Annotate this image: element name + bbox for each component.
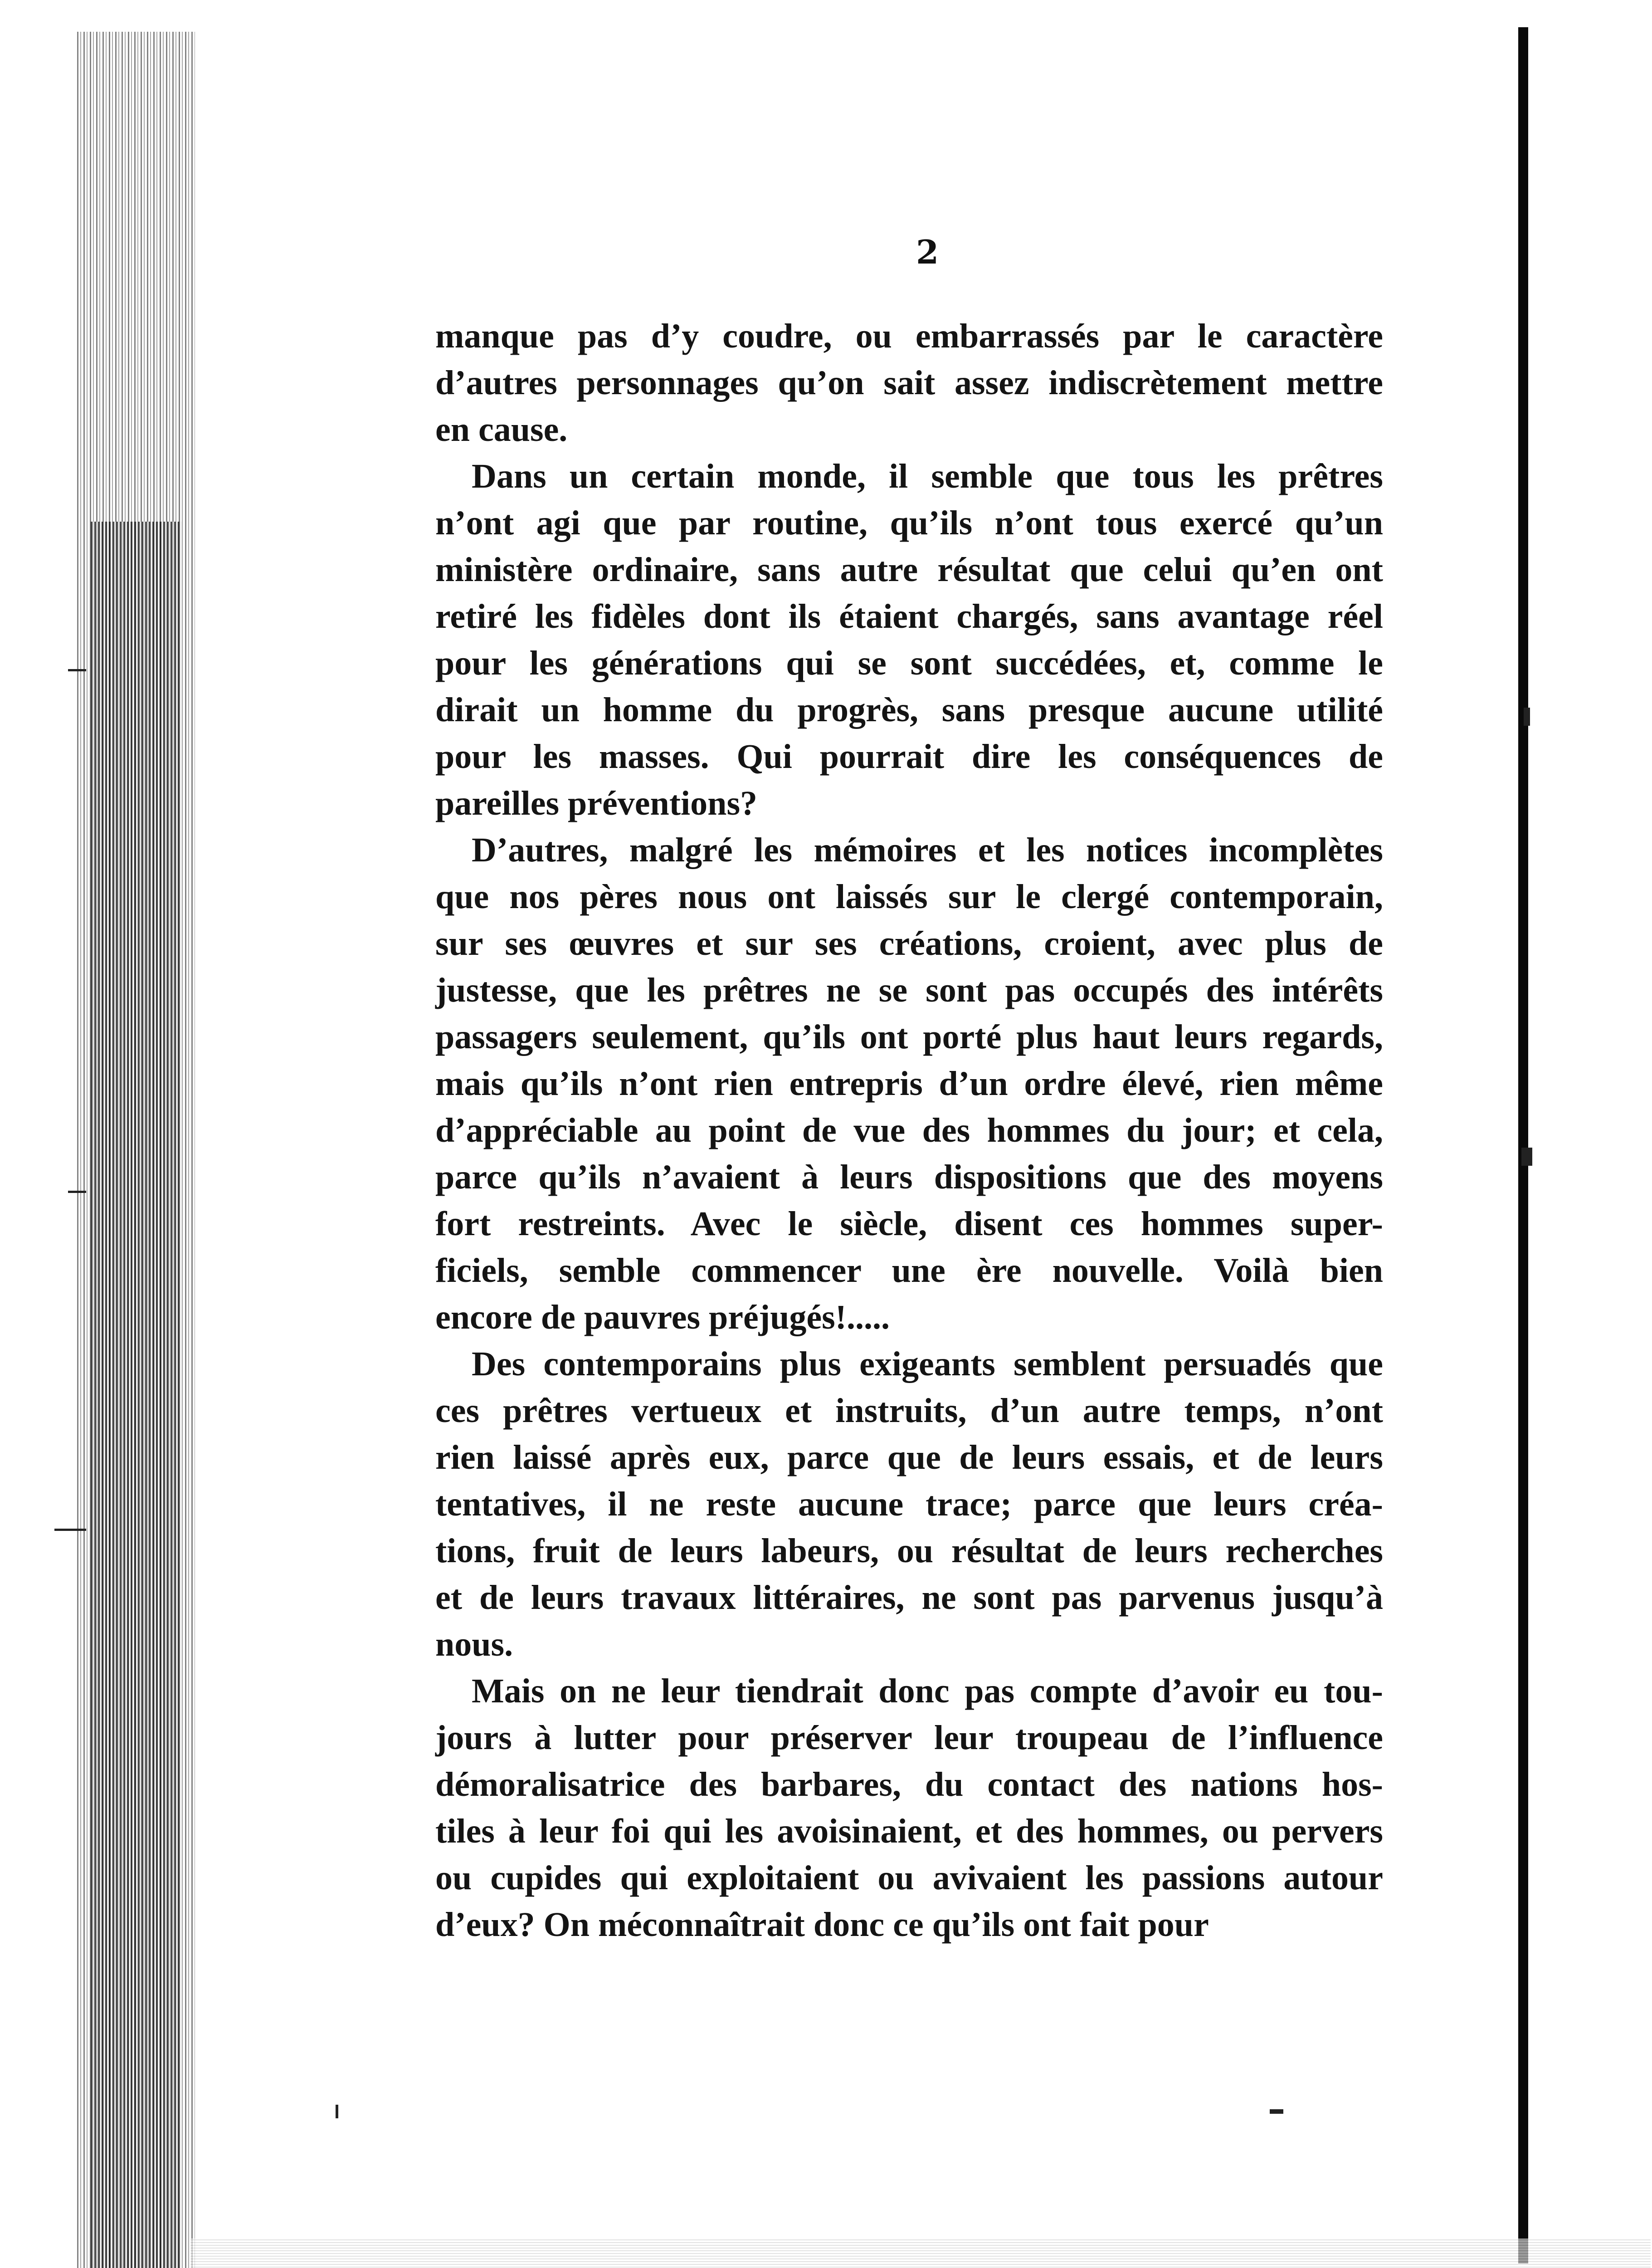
- bottom-edge-noise: [190, 2239, 1651, 2268]
- stray-ink-mark: [336, 2105, 338, 2118]
- text-line: sur ses œuvres et sur ses créations, croient, avec plus de: [435, 924, 1383, 963]
- text-line: passagers seulement, qu’ils ont porté plus haut leurs regards,: [435, 1018, 1383, 1056]
- stray-ink-mark: [1270, 2109, 1283, 2114]
- paragraph-first-line: Des contemporains plus exigeants semblent persuadés que: [472, 1345, 1383, 1383]
- text-line: encore de pauvres préjugés!.....: [435, 1298, 890, 1336]
- margin-mark: [54, 1529, 86, 1531]
- text-line: pour les masses. Qui pourrait dire les conséquences de: [435, 738, 1383, 776]
- margin-mark: [68, 1191, 86, 1193]
- text-line: ministère ordinaire, sans autre résultat que celui qu’en ont: [435, 551, 1383, 589]
- text-line: dirait un homme du progrès, sans presque aucune utilité: [435, 691, 1383, 729]
- text-line: en cause.: [435, 411, 568, 449]
- text-line: tiles à leur foi qui les avoisinaient, et des hommes, ou pervers: [435, 1812, 1383, 1850]
- text-line: ou cupides qui exploitaient ou avivaient les passions autour: [435, 1859, 1383, 1897]
- text-line: démoralisatrice des barbares, du contact des nations hos-: [435, 1765, 1383, 1804]
- text-line: fort restreints. Avec le siècle, disent ces hommes super-: [435, 1205, 1383, 1243]
- paragraph-first-line: Dans un certain monde, il semble que tous les prêtres: [472, 457, 1383, 495]
- text-line: d’autres personnages qu’on sait assez indiscrètement mettre: [435, 364, 1383, 402]
- text-line: et de leurs travaux littéraires, ne sont pas parvenus jusqu’à: [435, 1579, 1383, 1617]
- text-line: pareilles préventions?: [435, 784, 758, 822]
- text-line: ces prêtres vertueux et instruits, d’un autre temps, n’ont: [435, 1392, 1383, 1430]
- right-edge-rule: [1518, 27, 1528, 2263]
- margin-mark: [1524, 708, 1530, 726]
- text-line: pour les générations qui se sont succédées, et, comme le: [435, 644, 1383, 682]
- text-line: n’ont agi que par routine, qu’ils n’ont tous exercé qu’un: [435, 504, 1383, 542]
- text-line: jours à lutter pour préserver leur troupeau de l’influence: [435, 1719, 1383, 1757]
- body-text: [435, 313, 1383, 1948]
- margin-mark: [1521, 1148, 1532, 1166]
- text-line: ficiels, semble commencer une ère nouvelle. Voilà bien: [435, 1251, 1383, 1290]
- page-number: 2: [916, 233, 939, 271]
- text-line: rien laissé après eux, parce que de leurs essais, et de leurs: [435, 1438, 1383, 1476]
- text-line: d’eux? On méconnaîtrait donc ce qu’ils ont fait pour: [435, 1906, 1209, 1944]
- paragraph-first-line: manque pas d’y coudre, ou embarrassés par le caractère: [435, 317, 1383, 355]
- paragraph-first-line: D’autres, malgré les mémoires et les notices incomplètes: [472, 831, 1383, 869]
- text-line: d’appréciable au point de vue des hommes du jour; et cela,: [435, 1111, 1383, 1149]
- text-line: tions, fruit de leurs labeurs, ou résultat de leurs recherches: [435, 1532, 1383, 1570]
- text-line: parce qu’ils n’avaient à leurs dispositions que des moyens: [435, 1158, 1383, 1196]
- paragraph-first-line: Mais on ne leur tiendrait donc pas compte d’avoir eu tou-: [472, 1672, 1383, 1710]
- text-line: retiré les fidèles dont ils étaient chargés, sans avantage réel: [435, 597, 1383, 635]
- binding-edge-shadow: [91, 522, 181, 2268]
- text-line: nous.: [435, 1625, 513, 1663]
- text-line: justesse, que les prêtres ne se sont pas occupés des intérêts: [435, 971, 1383, 1009]
- margin-mark: [68, 669, 86, 671]
- text-line: que nos pères nous ont laissés sur le clergé contemporain,: [435, 878, 1383, 916]
- text-line: tentatives, il ne reste aucune trace; parce que leurs créa-: [435, 1485, 1383, 1523]
- text-line: mais qu’ils n’ont rien entrepris d’un ordre élevé, rien même: [435, 1065, 1383, 1103]
